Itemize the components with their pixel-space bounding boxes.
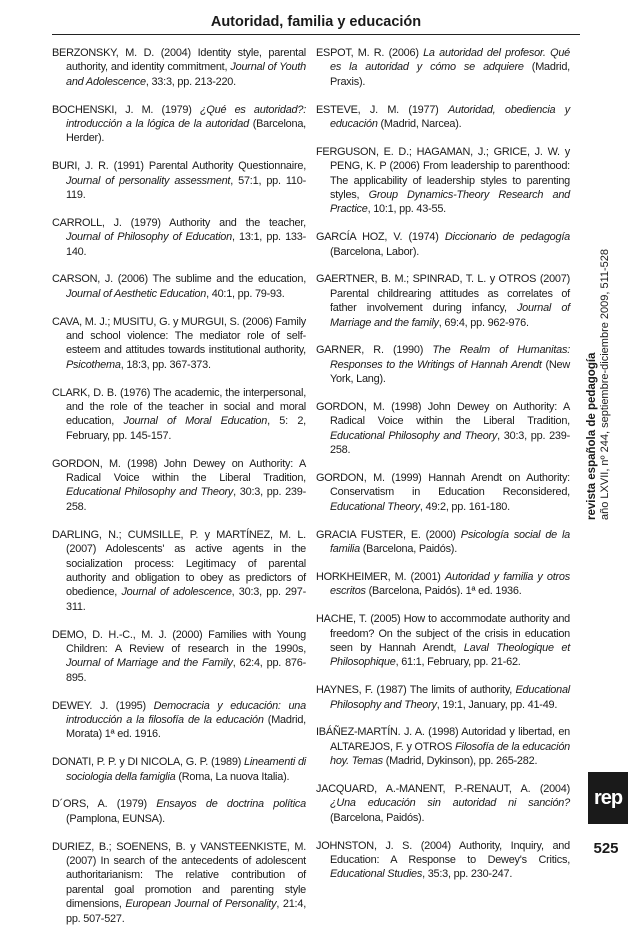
reference-text: GARCÍA HOZ, V. (1974) (316, 231, 445, 244)
reference-text: JOHNSTON, J. S. (2004) Authority, Inquiry, and Education: A Response to Dewey's Critics, (316, 839, 570, 866)
reference-entry (52, 216, 306, 259)
reference-entry (316, 103, 570, 132)
reference-title: Journal of Philosophy of Education (66, 231, 232, 244)
reference-text: (Barcelona, Paidós). (330, 811, 425, 824)
reference-title: Educational Studies (330, 868, 423, 881)
reference-entry (52, 628, 306, 686)
reference-text: DEWEY. J. (1995) (52, 699, 154, 712)
reference-text: CAVA, M. J.; MUSITU, G. y MURGUI, S. (2006) Family and school violence: The mediator role of self-esteem and attitudes towards institutional authority, (52, 315, 306, 357)
reference-entry (52, 46, 306, 89)
reference-text: GAERTNER, B. M.; SPINRAD, T. L. y OTROS (2007) Parental childrearing attitudes as correlates of father involvement during infancy, (316, 273, 570, 315)
reference-text: JACQUARD, A.-MANENT, P.-RENAUT, A. (2004) (316, 782, 570, 795)
reference-text: , 40:1, pp. 79-93. (206, 287, 285, 300)
reference-text: ESPOT, M. R. (2006) (316, 47, 424, 59)
reference-text: (Madrid, Morata) 1ª ed. 1916. (66, 713, 306, 741)
reference-title: Democracia y educación: una introducción a la filosofía de la educación (66, 699, 306, 726)
reference-title: Journal of Marriage and the Family (66, 657, 233, 670)
reference-text: , 35:3, pp. 230-247. (422, 868, 513, 881)
reference-text: (Madrid, Dykinson), pp. 265-282. (382, 755, 538, 768)
reference-text: GARNER, R. (1990) (316, 344, 433, 357)
reference-text: , 13:1, pp. 133-140. (66, 231, 306, 258)
reference-title: La autoridad del profesor. Qué es la autoridad y cómo se adquiere (330, 47, 570, 74)
reference-text: (Madrid, Praxis). (330, 61, 570, 88)
reference-text: , 18:3, pp. 367-373. (120, 358, 211, 371)
reference-entry (316, 46, 570, 89)
reference-entry (52, 386, 306, 444)
reference-text: BERZONSKY, M. D. (2004) Identity style, parental authority, and identity commitment, (52, 47, 306, 74)
reference-text: (Pamplona, EUNSA). (66, 812, 165, 825)
reference-text: ESTEVE, J. M. (1977) (316, 103, 448, 116)
reference-entry (316, 570, 570, 599)
issue-info: año LXVII, nº 244, septiembre-diciembre 2009, 511-528 (599, 248, 611, 520)
journal-name: revista española de pedagogía (586, 352, 598, 520)
reference-title: Journal of personality assessment (66, 174, 231, 187)
reference-title: Ensayos de doctrina política (156, 798, 306, 811)
reference-text: DARLING, N.; CUMSILLE, P. y MARTÍNEZ, M. L. (2007) Adolescents' as active agents in the socialization process: Legitimacy of parental authority and obligation to obey as predictors of obedience, (52, 528, 306, 599)
reference-entry (316, 528, 570, 557)
reference-text: BURI, J. R. (1991) Parental Authority Questionnaire, (52, 160, 306, 173)
reference-entry (316, 400, 570, 458)
reference-entry (52, 159, 306, 202)
rep-logo: rep (588, 772, 628, 824)
reference-text: GORDON, M. (1998) John Dewey on Authority: A Radical Voice within the Liberal Tradition, (52, 457, 306, 485)
reference-text: (New York, Lang). (330, 358, 570, 386)
reference-entry (316, 612, 570, 670)
reference-entry (52, 528, 306, 614)
reference-entry (52, 840, 306, 926)
reference-title: Journal of adolescence (121, 586, 232, 599)
reference-text: , 30:3, pp. 297-311. (66, 586, 306, 613)
reference-text: CARSON, J. (2006) The sublime and the education, (52, 273, 306, 286)
reference-title: Psicología social de la familia (330, 528, 570, 556)
reference-text: , 62:4, pp. 876-895. (66, 657, 306, 684)
reference-title: Filosofía de la educación hoy. Temas (330, 740, 570, 768)
reference-text: , 69:4, pp. 962-976. (438, 316, 529, 329)
reference-text: (Roma, La nuova Italia). (175, 770, 290, 783)
reference-entry (316, 471, 570, 514)
reference-title: Journal of Aesthetic Education (66, 287, 207, 300)
reference-text: (Barcelona, Paidós). (359, 543, 458, 556)
reference-text: , 33:3, pp. 213-220. (145, 75, 236, 88)
reference-title: Journal of Moral Education (123, 415, 268, 428)
reference-entry (52, 103, 306, 146)
reference-text: (Barcelona, Herder). (66, 118, 306, 145)
reference-text: , 30:3, pp. 239-258. (66, 486, 306, 513)
reference-text: , 61:1, February, pp. 21-62. (395, 656, 521, 669)
reference-text: HAYNES, F. (1987) The limits of authority, (316, 684, 516, 697)
reference-entry (316, 145, 570, 217)
reference-text: (Barcelona, Labor). (330, 245, 420, 258)
reference-title: European Journal of Personality (125, 898, 277, 911)
reference-title: Educational Philosophy and Theory (330, 684, 570, 711)
reference-title: Educational Theory (330, 500, 420, 513)
reference-entry (316, 782, 570, 825)
reference-title: Educational Philosophy and Theory (330, 429, 498, 442)
reference-entry (316, 725, 570, 768)
reference-text: , 21:4, pp. 507-527. (66, 898, 306, 925)
reference-entry (316, 230, 570, 259)
reference-title: Diccionario de pedagogía (444, 231, 570, 244)
reference-entry (316, 839, 570, 882)
reference-text: IBÁÑEZ-MARTÍN. J. A. (1998) Autoridad y libertad, en ALTAREJOS, F. y OTROS (316, 726, 570, 753)
reference-text: GORDON, M. (1998) John Dewey on Authority: A Radical Voice within the Liberal Tradition, (316, 401, 570, 428)
reference-title: Lineamenti di sociologia della famiglia (66, 756, 306, 783)
reference-text: CLARK, D. B. (1976) The academic, the interpersonal, and the role of the teacher in social and moral education, (52, 386, 306, 428)
reference-text: CARROLL, J. (1979) Authority and the teacher, (52, 216, 306, 229)
right-reference-column (316, 46, 570, 895)
reference-entry (316, 683, 570, 712)
reference-text: HACHE, T. (2005) How to accommodate authority and freedom? On the subject of the crisis in education seen by Hannah Arendt, (316, 613, 570, 654)
reference-title: Journal of Marriage and the family (330, 302, 570, 329)
reference-text: , 5: 2, February, pp. 145-157. (66, 415, 306, 442)
header-rule (52, 34, 580, 35)
reference-title: Psicothema (66, 358, 121, 371)
reference-text: , 19:1, January, pp. 41-49. (436, 698, 558, 711)
reference-text: , 57:1, pp. 110-119. (66, 174, 306, 202)
reference-title: Laval Theologique et Philosophique (330, 641, 570, 669)
reference-title: The Realm of Humanitas: Responses to the Writings of Hannah Arendt (330, 344, 570, 371)
reference-entry (52, 699, 306, 742)
reference-text: (Barcelona, Paidós). 1ª ed. 1936. (365, 585, 522, 598)
reference-text: , 49:2, pp. 161-180. (419, 500, 510, 513)
reference-text: , 10:1, pp. 43-55. (367, 203, 446, 216)
reference-text: D´ORS, A. (1979) (52, 798, 157, 811)
reference-entry (52, 457, 306, 515)
left-reference-column (52, 46, 306, 939)
reference-text: (Madrid, Narcea). (377, 118, 462, 131)
reference-title: Autoridad y familia y otros escritos (330, 570, 570, 598)
reference-text: GRACIA FUSTER, E. (2000) (316, 528, 461, 541)
reference-title: Group Dynamics-Theory Research and Practice (330, 189, 570, 216)
reference-text: FERGUSON, E. D.; HAGAMAN, J.; GRICE, J. W. y PENG, K. P (2006) From leadership to parenthood: The applicability of leadership styles to parenting styles, (316, 145, 570, 202)
running-header: Autoridad, familia y educación (210, 14, 422, 30)
reference-entry (52, 272, 306, 301)
reference-entry (316, 343, 570, 386)
reference-title: Journal of Youth and Adolescence (66, 61, 306, 88)
reference-text: GORDON, M. (1999) Hannah Arendt on Authority: Conservatism in Education Reconsidered, (316, 472, 570, 499)
reference-entry (316, 272, 570, 330)
reference-text: BOCHENSKI, J. M. (1979) (52, 103, 200, 116)
reference-entry (52, 755, 306, 784)
reference-text: DONATI, P. P. y DI NICOLA, G. P. (1989) (52, 756, 244, 769)
reference-text: , 30:3, pp. 239-258. (330, 429, 570, 457)
reference-text: HORKHEIMER, M. (2001) (316, 570, 445, 583)
reference-title: ¿Qué es autoridad?: introducción a la lógica de la autoridad (66, 103, 307, 131)
reference-title: ¿Una educación sin autoridad ni sanción? (330, 797, 570, 810)
reference-text: DEMO, D. H.-C., M. J. (2000) Families with Young Children: A Review of research in the 1990s, (52, 628, 306, 655)
reference-title: Autoridad, obediencia y educación (330, 103, 570, 131)
page-number: 525 (593, 840, 619, 857)
reference-title: Educational Philosophy and Theory (66, 486, 234, 499)
reference-text: DURIEZ, B.; SOENENS, B. y VANSTEENKISTE, M. (2007) In search of the antecedents of adolescent authoritarianism: The relative contribution of parental goal promotion and parenting style dimensions, (52, 840, 306, 911)
reference-entry (52, 797, 306, 826)
reference-entry (52, 315, 306, 373)
